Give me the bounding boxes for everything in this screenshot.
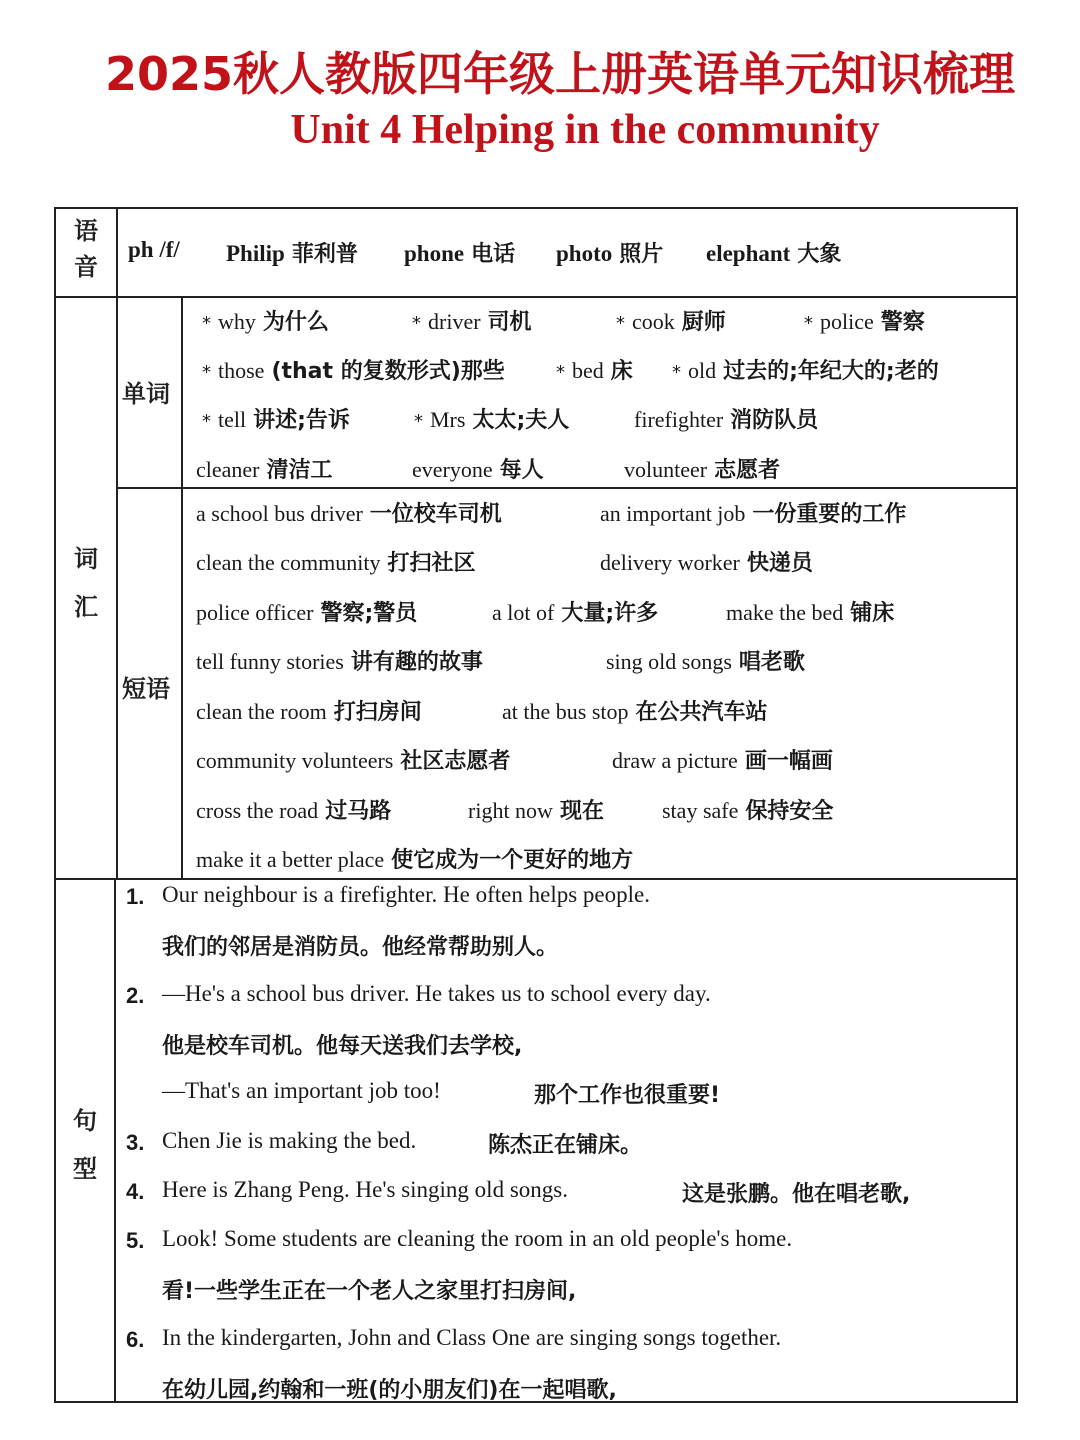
sentence-cn-reply: 那个工作也很重要! xyxy=(534,1083,721,1108)
sentence-cn: 陈杰正在铺床。 xyxy=(488,1133,643,1158)
sentence-cn: 我们的邻居是消防员。他经常帮助别人。 xyxy=(162,935,559,960)
phonics-rule: ph /f/ xyxy=(128,237,180,262)
phrase-item: at the bus stop 在公共汽车站 xyxy=(502,699,768,725)
phrase-item: an important job 一份重要的工作 xyxy=(600,501,907,527)
sentence-en: Chen Jie is making the bed. xyxy=(162,1128,417,1153)
phrase-item: draw a picture 画一幅画 xyxy=(612,748,833,774)
phrase-item: stay safe 保持安全 xyxy=(662,798,834,824)
phrase-item: make the bed 铺床 xyxy=(726,600,895,626)
sentence-en: —He's a school bus driver. He takes us to school every day. xyxy=(162,981,711,1006)
knowledge-table xyxy=(54,207,1018,1403)
sentence-number: 2. xyxy=(126,983,145,1008)
sentences-label-line2: 型 xyxy=(73,1155,97,1183)
phrase-item: cross the road 过马路 xyxy=(196,798,392,824)
sentence-number: 4. xyxy=(126,1179,145,1204)
phrase-item: community volunteers 社区志愿者 xyxy=(196,748,511,774)
phonics-example: elephant 大象 xyxy=(706,241,842,267)
phrase-item: right now 现在 xyxy=(468,798,604,824)
sentences-label xyxy=(56,1109,114,1181)
phonics-example: phone 电话 xyxy=(404,241,516,267)
word-item: * Mrs 太太;夫人 xyxy=(414,407,570,433)
sentence-en: In the kindergarten, John and Class One are singing songs together. xyxy=(162,1325,782,1350)
phrase-item: clean the community 打扫社区 xyxy=(196,550,476,576)
phonics-example: Philip 菲利普 xyxy=(226,241,358,267)
phonics-row xyxy=(128,237,180,263)
phrase-item: sing old songs 唱老歌 xyxy=(606,649,805,675)
word-item: volunteer 志愿者 xyxy=(624,457,781,483)
phonics-label-line2: 音 xyxy=(74,253,98,281)
phrases-label: 短语 xyxy=(122,675,170,703)
sentence-en: Here is Zhang Peng. He's singing old songs. xyxy=(162,1177,568,1202)
word-item: * cook 厨师 xyxy=(616,309,726,335)
sentences-label-line1: 句 xyxy=(73,1107,97,1135)
vocabulary-label-line2: 汇 xyxy=(74,593,98,621)
word-item: * bed 床 xyxy=(556,358,633,384)
word-item: * old 过去的;年纪大的;老的 xyxy=(672,358,939,384)
word-item: * driver 司机 xyxy=(412,309,532,335)
sentence-cn: 在幼儿园,约翰和一班(的小朋友们)在一起唱歌, xyxy=(162,1378,617,1403)
word-item: everyone 每人 xyxy=(412,457,544,483)
phonics-example: photo 照片 xyxy=(556,241,664,267)
phrase-item: a lot of 大量;许多 xyxy=(492,600,659,626)
unit-subtitle: Unit 4 Helping in the community xyxy=(290,107,880,153)
phrase-item: delivery worker 快递员 xyxy=(600,550,813,576)
page-title: 2025秋人教版四年级上册英语单元知识梳理 xyxy=(104,47,1016,101)
sentence-en: Our neighbour is a firefighter. He often helps people. xyxy=(162,882,650,907)
words-label: 单词 xyxy=(122,380,170,408)
sentence-en-reply: —That's an important job too! xyxy=(162,1078,441,1103)
word-item: * those (that 的复数形式)那些 xyxy=(202,358,505,384)
phrase-item: clean the room 打扫房间 xyxy=(196,699,422,725)
sentence-number: 6. xyxy=(126,1327,145,1352)
word-item: * police 警察 xyxy=(804,309,925,335)
word-item: * tell 讲述;告诉 xyxy=(202,407,350,433)
phrase-item: make it a better place 使它成为一个更好的地方 xyxy=(196,847,634,873)
sentence-number: 3. xyxy=(126,1130,145,1155)
sentence-cn: 他是校车司机。他每天送我们去学校, xyxy=(162,1034,523,1059)
phrase-item: police officer 警察;警员 xyxy=(196,600,418,626)
phonics-label xyxy=(56,219,116,279)
word-item: firefighter 消防队员 xyxy=(634,407,819,433)
sentence-cn: 看!一些学生正在一个老人之家里打扫房间, xyxy=(162,1279,577,1304)
phonics-label-line1: 语 xyxy=(74,217,98,245)
sentence-number: 5. xyxy=(126,1228,145,1253)
word-item: cleaner 清洁工 xyxy=(196,457,333,483)
phrase-item: tell funny stories 讲有趣的故事 xyxy=(196,649,483,675)
phrase-item: a school bus driver 一位校车司机 xyxy=(196,501,502,527)
word-item: * why 为什么 xyxy=(202,309,329,335)
sentence-number: 1. xyxy=(126,884,145,909)
sentence-cn: 这是张鹏。他在唱老歌, xyxy=(682,1182,911,1207)
sentence-en: Look! Some students are cleaning the room in an old people's home. xyxy=(162,1226,793,1251)
vocabulary-label-line1: 词 xyxy=(74,545,98,573)
vocabulary-label xyxy=(56,547,116,619)
